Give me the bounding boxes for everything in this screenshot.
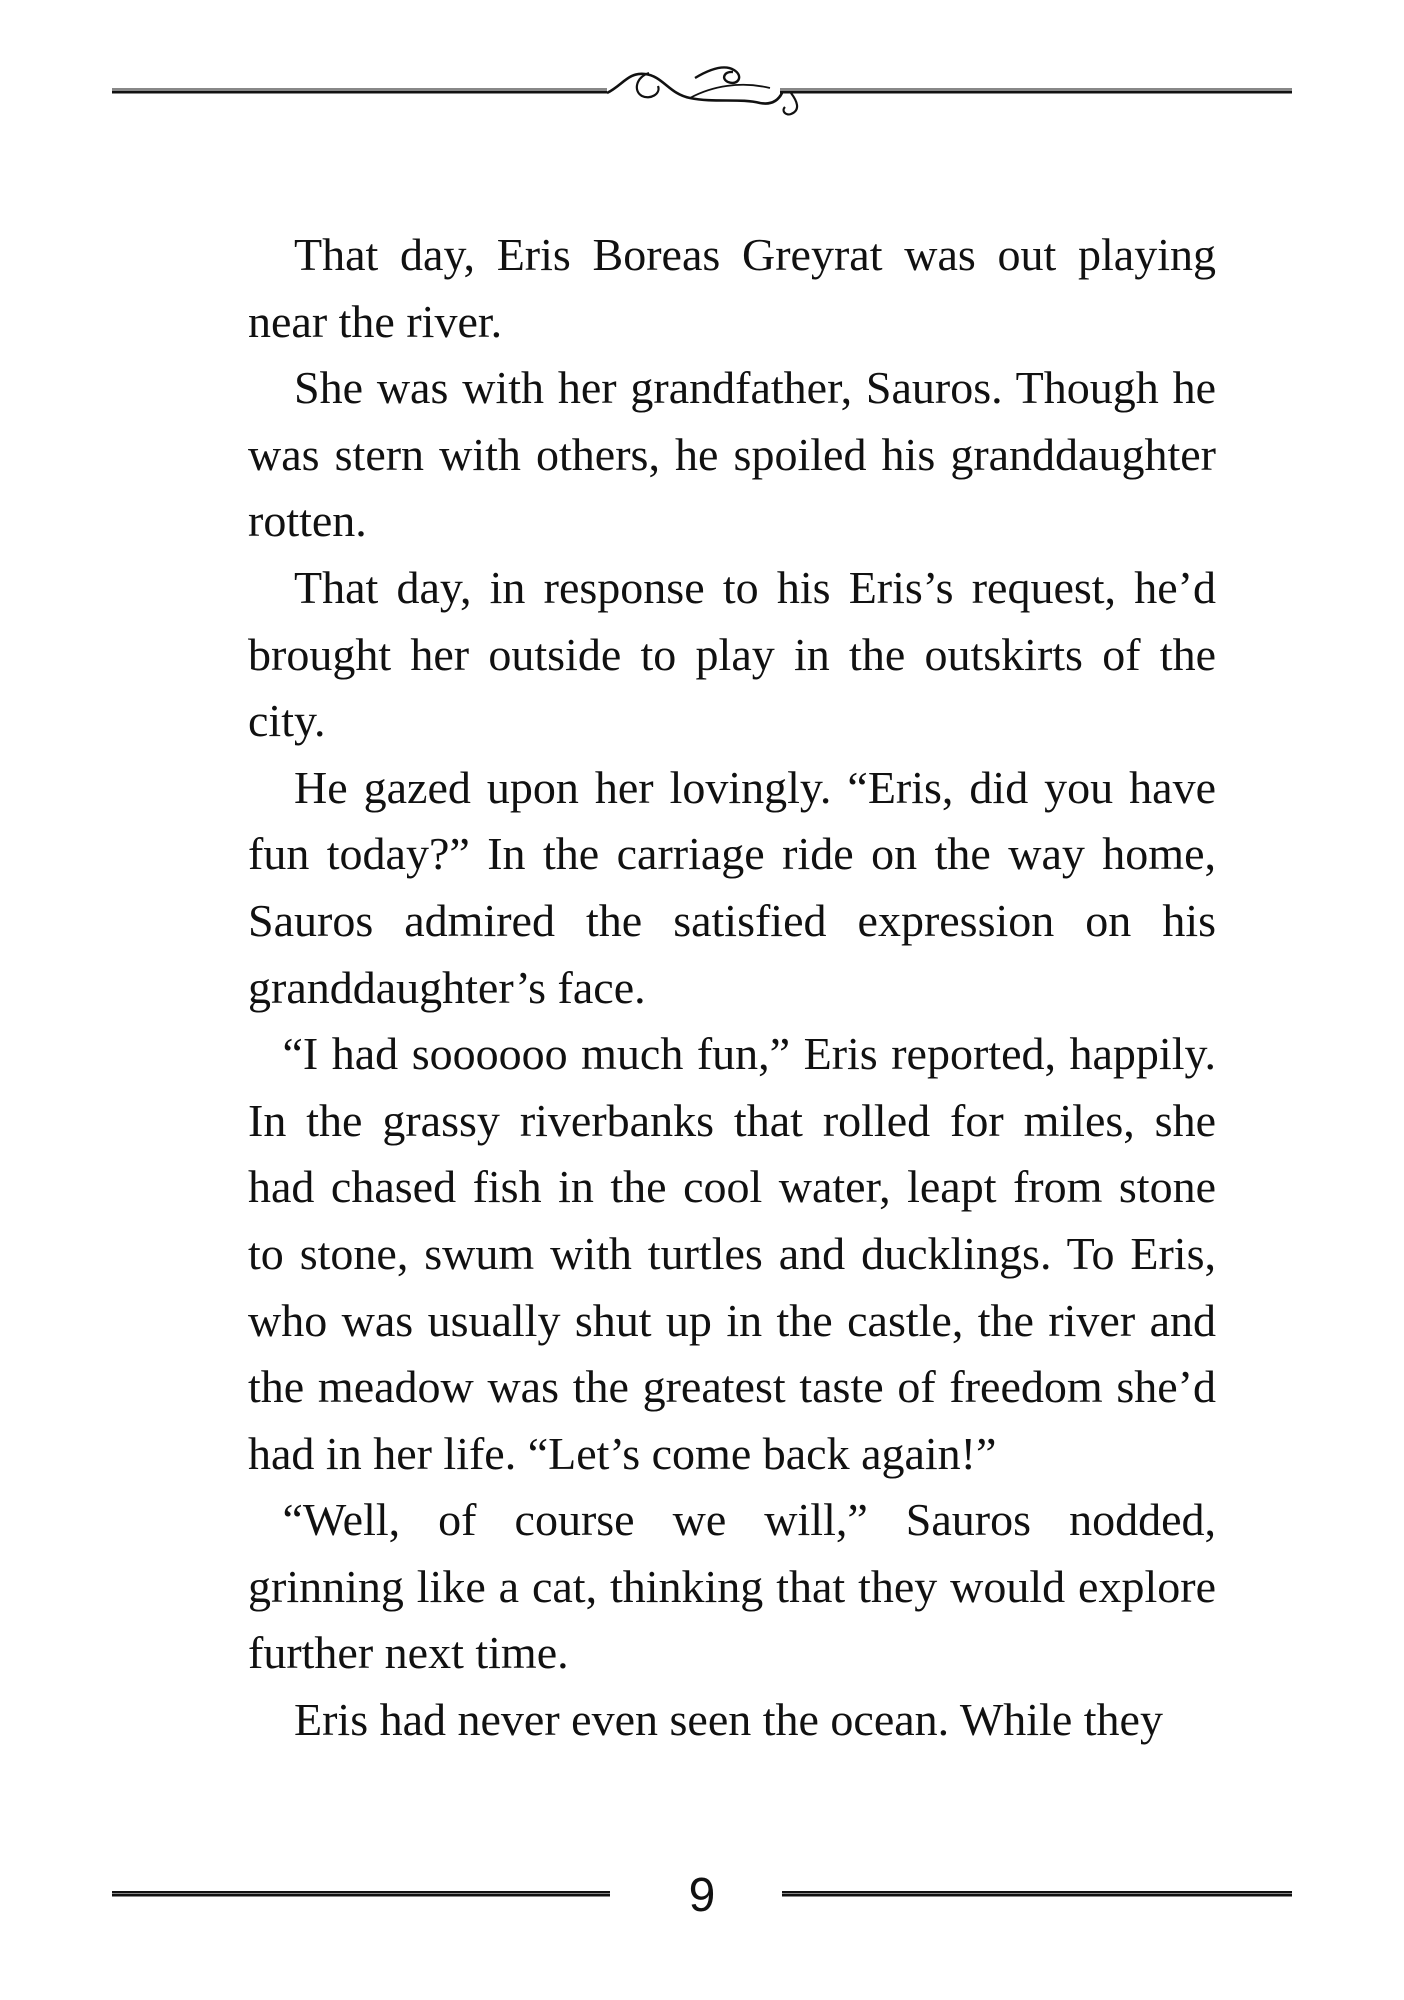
paragraph-3: That day, in response to his Eris’s request, he’d brought her outside to play in the outskirts of the city.: [248, 561, 1216, 747]
main-text: [248, 222, 1216, 1754]
paragraph-6: “Well, of course we will,” Sauros nodded, grinning like a cat, thinking that they would explore further next time.: [248, 1494, 1216, 1679]
paragraph-7: Eris had never even seen the ocean. While they: [294, 1694, 1163, 1746]
paragraph-5: “I had soooooo much fun,” Eris reported, happily. In the grassy riverbanks that rolled for miles, she had chased fish in the cool water, leapt from stone to stone, swum with turtles and ducklings. To Eris, who was usually shut up in the castle, the river and the meadow was the greatest taste of freedom she’d had in her life. “Let’s come back again!”: [248, 1028, 1216, 1479]
paragraph-2: She was with her grandfather, Sauros. Though he was stern with others, he spoiled his granddaughter rotten.: [248, 362, 1216, 547]
paragraph-4: He gazed upon her lovingly. “Eris, did you have fun today?” In the carriage ride on the way home, Sauros admired the satisfied expression on his granddaughter’s face.: [248, 761, 1216, 1013]
header-flourish-ornament-icon: [0, 60, 1404, 140]
page-number: 9: [688, 1869, 716, 1922]
paragraph-1: That day, Eris Boreas Greyrat was out playing near the river.: [248, 229, 1216, 347]
